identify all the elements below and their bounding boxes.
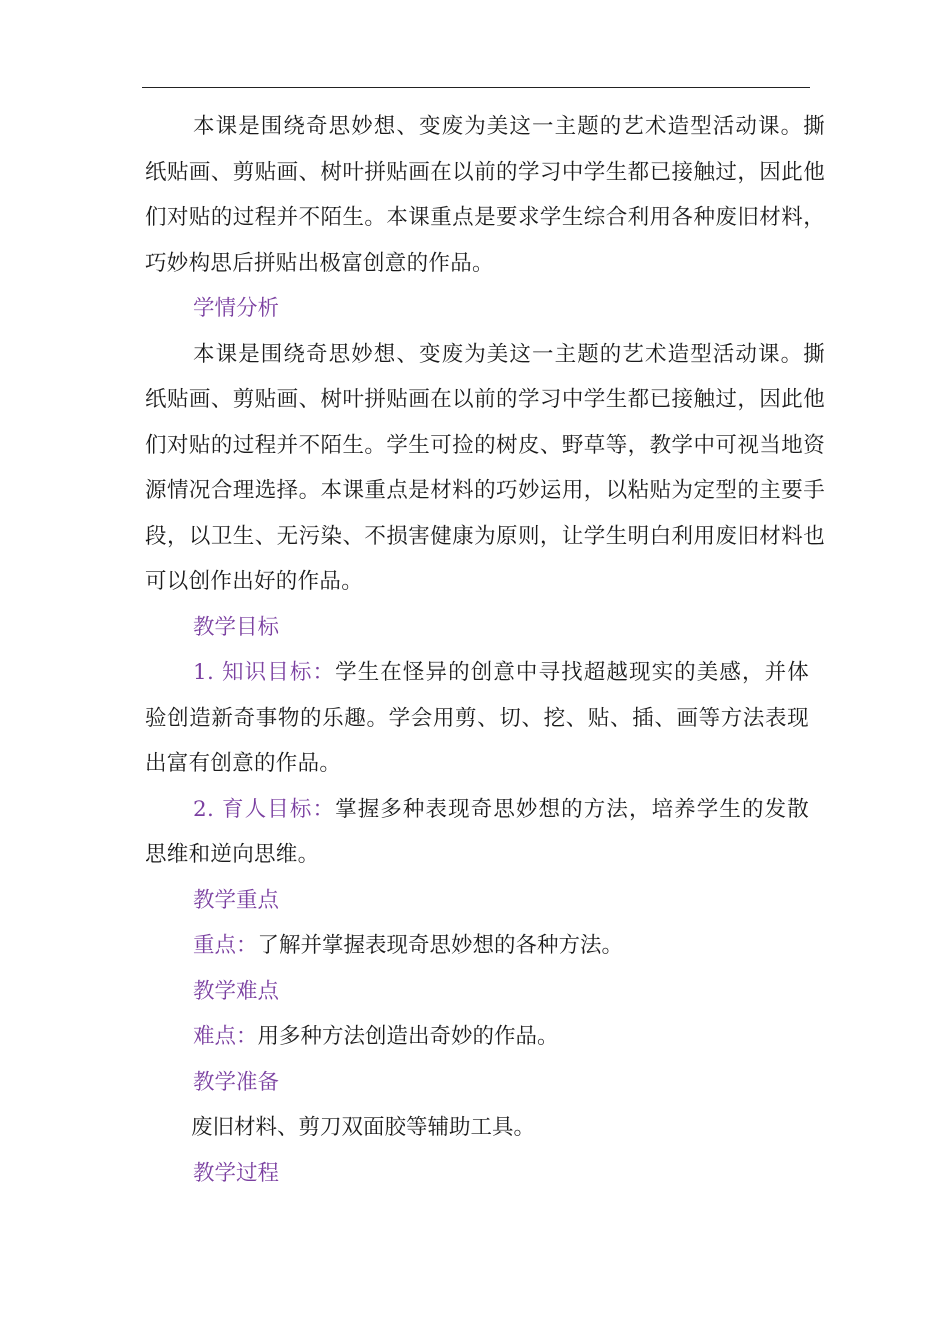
- heading-process: 教学过程: [193, 1160, 280, 1186]
- heading-difficulties: 教学难点: [193, 978, 280, 1004]
- goal-item-education-label: 2. 育人目标：: [193, 796, 336, 822]
- key-point-line: [145, 923, 835, 969]
- heading-goals: 教学目标: [193, 614, 280, 640]
- analysis-paragraph: 本课是围绕奇思妙想、变废为美这一主题的艺术造型活动课。撕纸贴画、剪贴画、树叶拼贴画在以前的学习中学生都已接触过，因此他们对贴的过程并不陌生。学生可捡的树皮、野草等，教学中可视当地资源情况合理选择。本课重点是材料的巧妙运用，以粘贴为定型的主要手段，以卫生、无污染、不损害健康为原则，让学生明白利用废旧材料也可以创作出好的作品。: [145, 341, 825, 594]
- header-rule: [142, 87, 810, 88]
- heading-analysis: 学情分析: [193, 296, 280, 321]
- intro-paragraph: 本课是围绕奇思妙想、变废为美这一主题的艺术造型活动课。撕纸贴画、剪贴画、树叶拼贴画在以前的学习中学生都已接触过，因此他们对贴的过程并不陌生。本课重点是要求学生综合利用各种废旧材料，巧妙构思后拼贴出极富创意的作品。: [145, 114, 825, 276]
- goal-item-knowledge-label: 1. 知识目标：: [193, 660, 336, 685]
- heading-key-points: 教学重点: [193, 887, 280, 913]
- difficulty-line: [145, 1014, 835, 1060]
- difficulty-text: 用多种方法创造出奇妙的作品。: [257, 1024, 559, 1049]
- preparation-text: 废旧材料、剪刀双面胶等辅助工具。: [191, 1115, 536, 1140]
- document-body: [145, 104, 835, 1196]
- heading-preparation: 教学准备: [193, 1069, 280, 1095]
- goal-item-education-text: 掌握多种表现奇思妙想的方法，培养学生的发散思维和逆向思维。: [145, 796, 810, 867]
- goal-item-knowledge: [145, 650, 809, 787]
- goal-item-knowledge-text: 学生在怪异的创意中寻找超越现实的美感，并体验创造新奇事物的乐趣。学会用剪、切、挖、贴、插、画等方法表现出富有创意的作品。: [145, 660, 810, 776]
- goal-item-education: [145, 787, 809, 878]
- key-point-label: 重点：: [193, 933, 258, 958]
- key-point-text: 了解并掌握表现奇思妙想的各种方法。: [257, 933, 624, 958]
- difficulty-label: 难点：: [193, 1024, 258, 1049]
